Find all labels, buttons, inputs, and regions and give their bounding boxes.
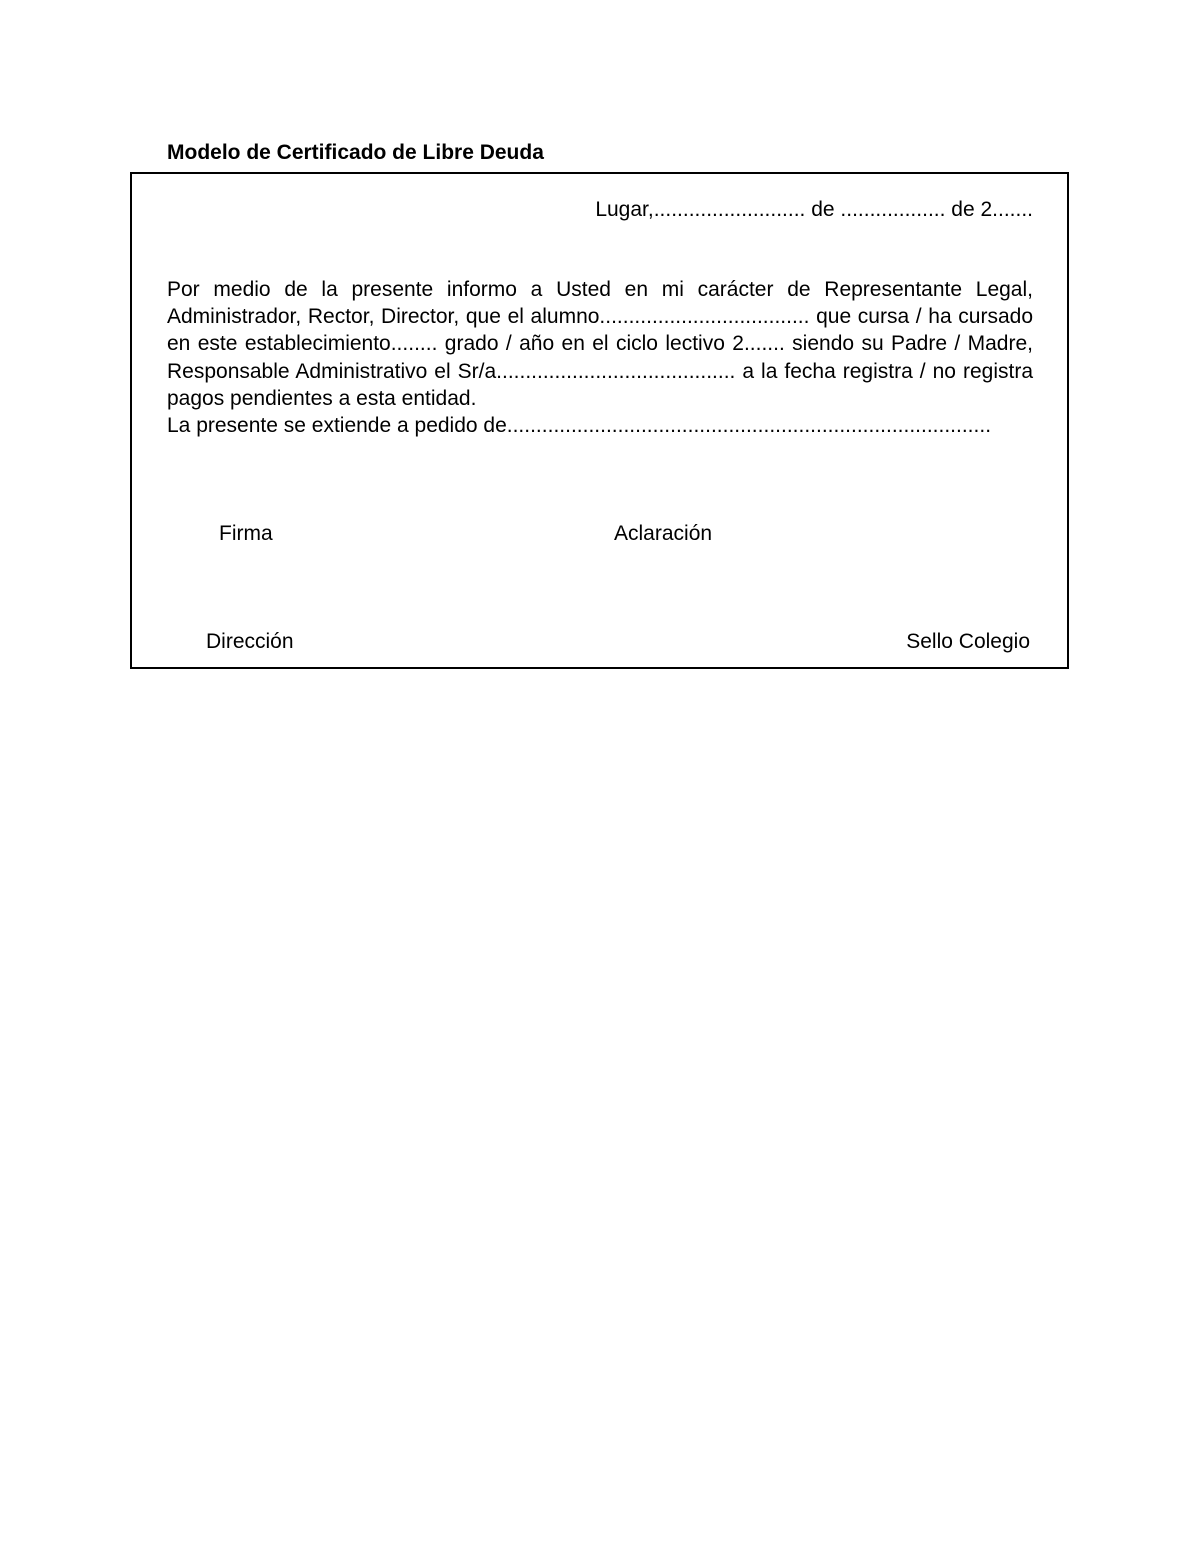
- certificate-box: [130, 172, 1069, 669]
- certificate-paragraph-request: La presente se extiende a pedido de...................................................................................: [167, 414, 992, 438]
- certificate-body: [167, 276, 1033, 439]
- page-title: Modelo de Certificado de Libre Deuda: [167, 141, 544, 164]
- date-line: Lugar,.......................... de .................. de 2.......: [595, 198, 1033, 221]
- signature-label: Firma: [219, 522, 273, 545]
- certificate-paragraph-main: Por medio de la presente informo a Usted en mi carácter de Representante Legal, Administrador, Rector, Director, que el alumno.................................... que cursa / ha cursado en este establecimiento........ grado / año en el ciclo lectivo 2....... siendo su Padre / Madre, Responsable Administrativo el Sr/a......................................... a la fecha registra / no registra pagos pendientes a esta entidad.: [167, 278, 1033, 410]
- address-label: Dirección: [206, 630, 294, 653]
- clarification-label: Aclaración: [614, 522, 713, 545]
- school-seal-label: Sello Colegio: [906, 630, 1030, 653]
